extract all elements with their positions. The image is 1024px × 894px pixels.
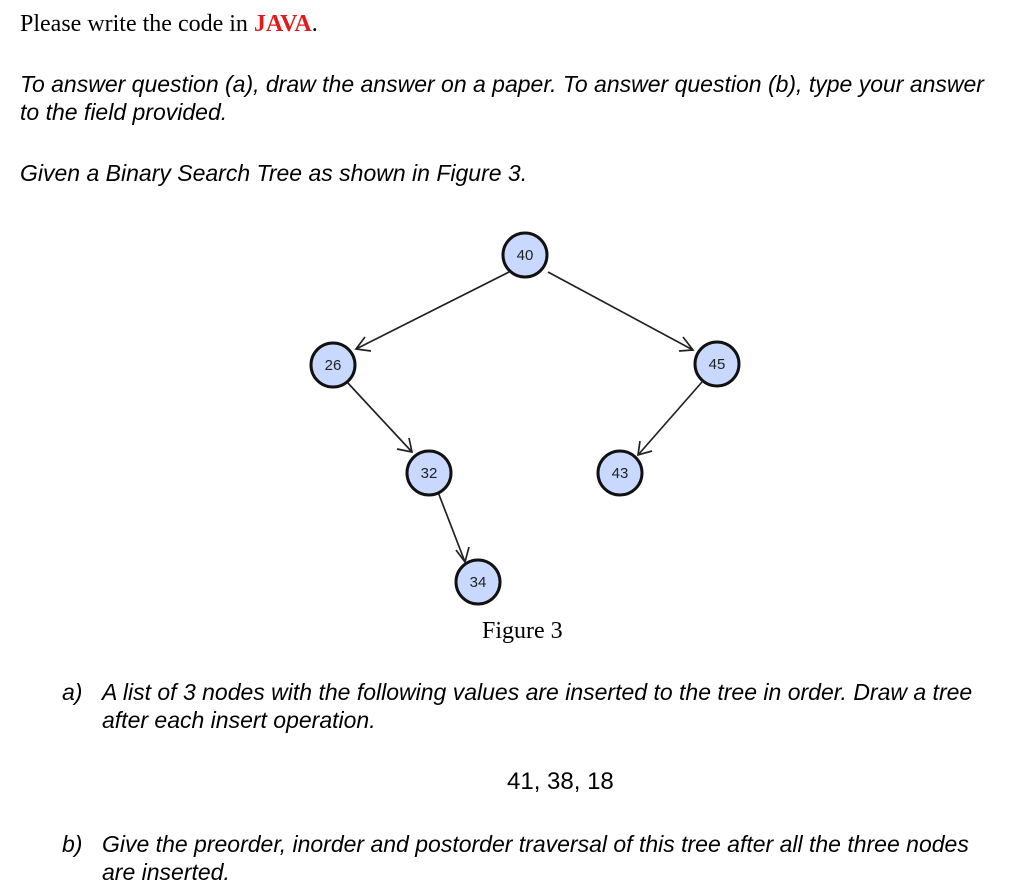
node-label-43: 43 <box>611 465 629 482</box>
header-prefix: Please write the code in <box>20 11 254 37</box>
node-label-45: 45 <box>708 356 726 373</box>
edge-40-45 <box>548 272 693 350</box>
edge-32-34 <box>438 492 465 562</box>
node-label-32: 32 <box>420 465 438 482</box>
tree-node-26 <box>311 343 355 387</box>
tree-node-45 <box>695 342 739 386</box>
figure-caption: Figure 3 <box>482 618 563 644</box>
arrowhead-26 <box>356 337 371 351</box>
question-a-text: A list of 3 nodes with the following values are inserted to the tree in order. Draw a tree after each insert operation. <box>102 679 973 733</box>
language-name: JAVA <box>253 11 312 37</box>
tree-node-32 <box>407 451 451 495</box>
tree-node-40 <box>503 233 547 277</box>
edge-40-26 <box>356 272 509 349</box>
tree-node-43 <box>598 451 642 495</box>
edge-45-43 <box>638 382 702 455</box>
question-a-label: a) <box>62 679 83 705</box>
question-b-text: Give the preorder, inorder and postorder traversal of this tree after all the three nodes are inserted. <box>102 831 969 885</box>
given-statement: Given a Binary Search Tree as shown in Figure 3. <box>20 160 528 186</box>
header-suffix: . <box>311 11 318 37</box>
tree-node-34 <box>456 560 500 604</box>
instructions-text: To answer question (a), draw the answer on a paper. To answer question (b), type your answer to the field provided. <box>20 71 984 125</box>
insert-values: 41, 38, 18 <box>507 768 614 795</box>
edge-26-32 <box>347 382 412 452</box>
node-label-40: 40 <box>516 247 534 264</box>
question-b-label: b) <box>62 831 83 857</box>
node-label-34: 34 <box>469 574 487 591</box>
node-label-26: 26 <box>324 357 342 374</box>
